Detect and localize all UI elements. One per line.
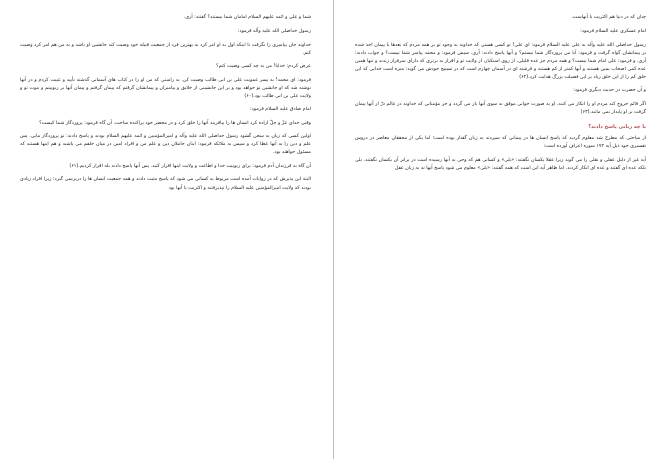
left-page bbox=[0, 0, 333, 459]
right-paragraph-1: چنان که در دنیا هم اکثریت با آنهاست. bbox=[571, 15, 646, 20]
right-paragraph-5: اگر قائم خروج کند مردم او را انکار می کنند. او به صورت جوانی موفق به سوی آنها باز می گردد و جز مؤمنانی که خداوند در عالم ذرّ از آنها پیمان گرفت بر او پایدار نمی مانند.(۶۳) bbox=[355, 101, 646, 116]
left-paragraph-4: عرض کردم: خدایا! من به چه کسی وصیت کنم؟ bbox=[216, 64, 311, 70]
left-paragraph-7: وقتی خدای عزّ و جلّ اراده کرد انسان ها را بیافریند آنها را خلق کرد و در محضر خود پراکنده ساخت. آن گاه فرمود: پروردگار شما کیست؟ bbox=[39, 120, 311, 126]
right-page bbox=[333, 0, 666, 459]
right-paragraph-6: از مباحثی که مطرح شد معلوم گردید که پاسخ انسان ها در پیمانی که سپردند به زبان گفتار بوده است؛ اما یکی از محققان معاصر در دروس تفسیری خود ذیل آیه ۱۷۲ سوره اعراف آورده است: bbox=[355, 136, 646, 150]
left-paragraph-2: رسول خداصلی الله علیه وآله فرمود: bbox=[237, 29, 311, 35]
left-paragraph-8: اولین کسی که زبان به سخن گشود رسول خداصلی الله علیه وآله و امیرالمؤمنین و ائمه علیهم السلام بودند و پاسخ دادند: تو پروردگار مایی. پس علم و دین را به آنها عطا کرد و سپس به ملائکه فرمود: اینان حاملان دین و علم من و افراد امین در میان خلقم می باشند و هم اینها هستند که مسئول خواهند بود. bbox=[20, 134, 311, 156]
right-paragraph-3: رسول خداصلی الله علیه وآله به علی علیه السلام فرمود: ای علی! تو کسی هستی که خداوند به وجود تو بر همه مردم که بعدها با پیمان اخذ شده بر پیمانشان گواه گرفت و فرمود: آیا من پروردگار شما نیستم؟ و آنها پاسخ دادند: آری. سپس فرمود: و محمد پیامبر شما نیست؟ و جواب دادند: آری. و فرمود: علی امام شما نیست؟ و همه مردم جز عده قلیلی، از روی استکبار، از ولایت تو و اقرار به برتری که دارای سرفراز زندند و تنها همین عده کمی اصحاب یمین هستند و آنها کمتر از کم هستند و فرشته ای در آسمان چهارم است که در تسبیح خودش می گوید: منزه است خدایی که این خلق کم را از این خلق زیاد بر این فضیلت بزرگ هدایت کرد.(۶۲) bbox=[355, 42, 646, 80]
left-paragraph-6: امام صادق علیه السلام فرمود: bbox=[250, 107, 311, 113]
left-paragraph-3: خداوند جان پیامبری را نگرفت تا اینکه اول به او امر کرد به بهترین فرد از جمعیت قبیله خود وصیت کند جانشین او باشد و به من هم امر کرد وصیت کنم. bbox=[20, 42, 311, 56]
left-paragraph-10: البته این پذیرش که در روایات آمده است مربوط به کسانی می شود که پاسخ مثبت دادند و همه جمعیت انسان ها را دربرنمی گیرد؛ زیرا افراد زیادی بودند که ولایت امیرالمؤمنین علیه السلام را نپذیرفتند و اکثریت با آنها بود bbox=[20, 177, 311, 191]
section-heading: با چه زبانی پاسخ دادند؟ bbox=[588, 124, 646, 131]
page-divider bbox=[333, 0, 334, 459]
left-paragraph-1: شما و علی و ائمه علیهم السلام امامان شما نیستند؟ گفتند: آری. bbox=[183, 15, 311, 20]
left-paragraph-5: فرمود: ای محمد! به پسر عمویت علی بن ابی طالب وصیت کن. به راستی که من او را در کتاب های آسمانی گذشته تأیید و تثبیت کردم و در آنها نوشته شد که او جانشین تو خواهد بود و بر این جانشینی از خلایق و پیامبران و پیمانشان گرفتم که پیمان گرفتم و پیمان آنها بر ربوبیتم و نبوت تو و ولایت علی بن ابی طالب بود.(۶۰) bbox=[20, 77, 311, 99]
right-paragraph-7: آیه غیر از دلیل عقلی و نقلی را می گوید زیرا عقلا یکسان نگفتند: «بلی» و کسانی هم که وحی به آنها رسیده است در برابر آن یکسان نگفتند. بلی بلکه عده ای گفتند و عده ای انکار کردند. اما ظاهر آیه این است که همه گفتند: «بلی» معلوم می شود پاسخ آنها نه به زبان عقل bbox=[355, 157, 646, 171]
right-paragraph-2: امام عسکری علیه السلام فرمود: bbox=[580, 29, 646, 35]
left-paragraph-9: آن گاه به فرزندان آدم فرمود: برای ربوبیت خدا و اطاعت و ولایت اینها اقرار کنید. پس آنها پاسخ دادند بله اقرار کردیم.(۶۱) bbox=[69, 163, 311, 169]
right-paragraph-4: و آن حضرت در حدیث دیگری فرمود: bbox=[573, 88, 646, 94]
